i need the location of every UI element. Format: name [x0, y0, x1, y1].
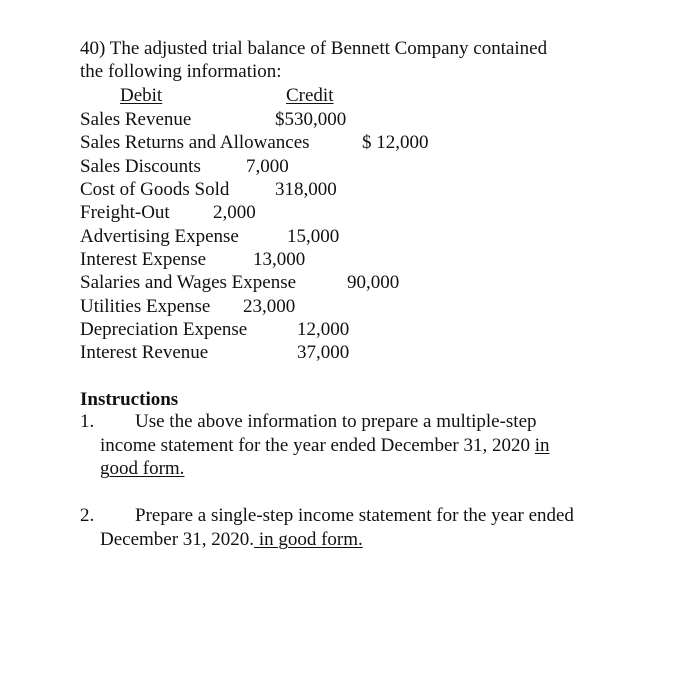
instruction-1-line-2-text: income statement for the year ended December 31, 2020 [100, 435, 535, 456]
amount-utilities: 23,000 [243, 296, 296, 317]
amount-sales-returns: $ 12,000 [362, 132, 429, 153]
account-sales-revenue: Sales Revenue [80, 109, 192, 130]
account-cogs: Cost of Goods Sold [80, 179, 230, 200]
instruction-1-line-1: Use the above information to prepare a multiple-step [135, 411, 537, 432]
instruction-1-number: 1. [80, 411, 95, 432]
account-utilities: Utilities Expense [80, 296, 211, 317]
instruction-1-line-2 [100, 435, 550, 457]
amount-depreciation: 12,000 [297, 319, 350, 340]
instruction-2-line-2-text: December 31, 2020. [100, 529, 255, 550]
amount-sales-revenue: $530,000 [275, 109, 347, 130]
amount-advertising: 15,000 [287, 226, 340, 247]
account-depreciation: Depreciation Expense [80, 319, 248, 340]
header-credit: Credit [286, 85, 334, 106]
amount-sales-discounts: 7,000 [246, 156, 289, 177]
question-line-1: 40) The adjusted trial balance of Bennett Company contained [80, 38, 548, 59]
instruction-2-number: 2. [80, 505, 95, 526]
account-interest-expense: Interest Expense [80, 249, 207, 270]
amount-salaries-wages: 90,000 [347, 272, 400, 293]
amount-interest-expense: 13,000 [253, 249, 306, 270]
question-line-2: the following information: [80, 61, 282, 82]
account-freight-out: Freight-Out [80, 202, 170, 223]
account-sales-returns: Sales Returns and Allowances [80, 132, 310, 153]
instruction-1-line-2-underlined: in [534, 435, 550, 456]
amount-cogs: 318,000 [275, 179, 337, 200]
amount-freight-out: 2,000 [213, 202, 256, 223]
amount-interest-revenue: 37,000 [297, 342, 350, 363]
account-salaries-wages: Salaries and Wages Expense [80, 272, 297, 293]
instruction-2-line-2-underlined: in good form. [254, 529, 363, 550]
header-debit: Debit [120, 85, 163, 106]
account-sales-discounts: Sales Discounts [80, 156, 201, 177]
instruction-2-line-1: Prepare a single-step income statement for the year ended [135, 505, 574, 526]
account-advertising: Advertising Expense [80, 226, 239, 247]
instruction-1-line-3: good form. [100, 458, 185, 479]
account-interest-revenue: Interest Revenue [80, 342, 209, 363]
instruction-2-line-2 [100, 529, 363, 551]
instructions-heading: Instructions [80, 389, 179, 410]
